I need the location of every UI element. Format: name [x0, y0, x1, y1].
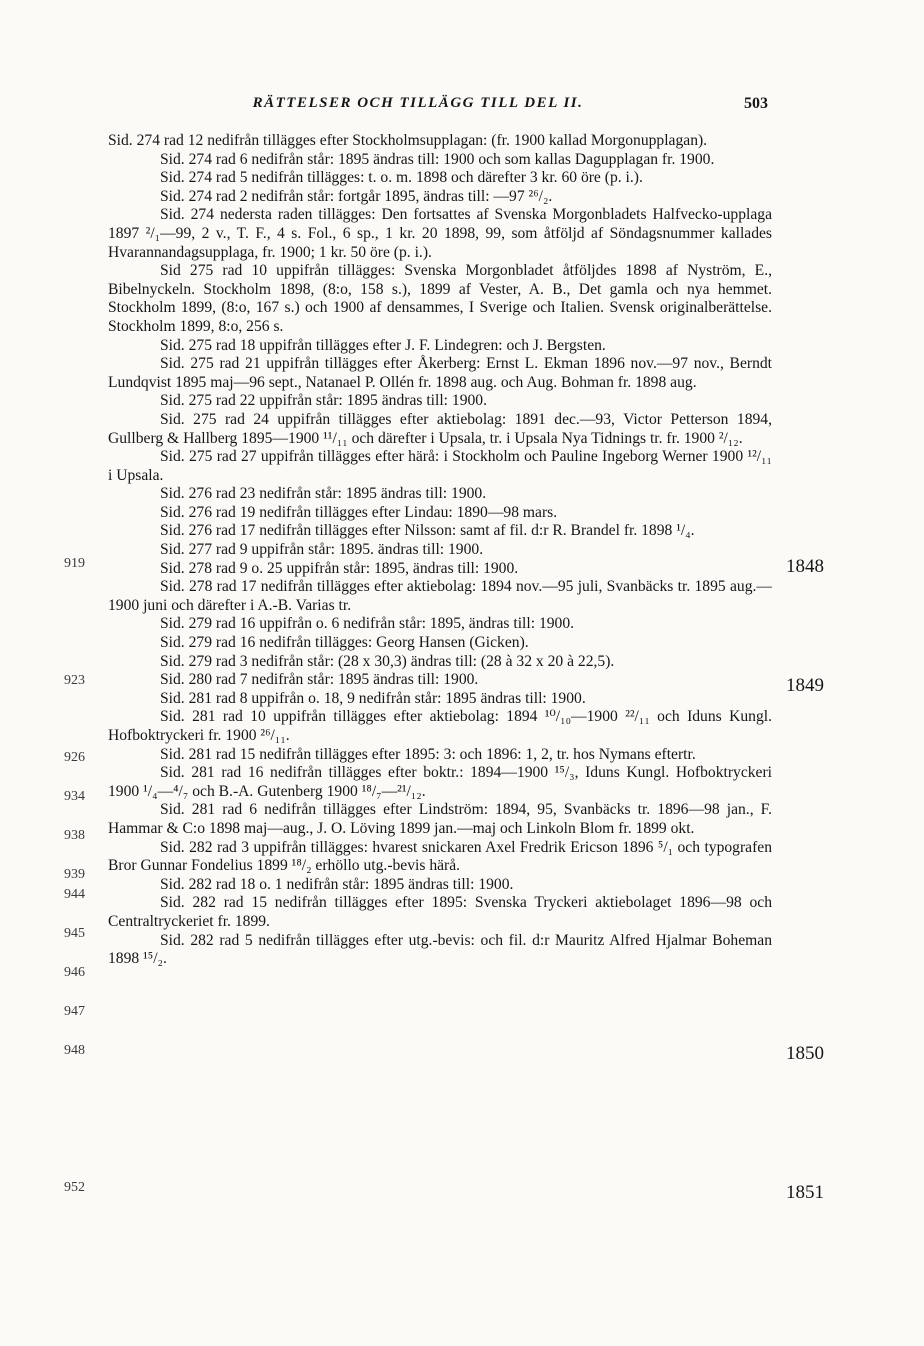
paragraph: Sid. 275 rad 27 uppifrån tillägges efter härå: i Stockholm och Pauline Ingeborg Werner 1900 ¹²/₁₁ i Upsala.: [108, 448, 772, 484]
paragraph: Sid. 282 rad 3 uppifrån tillägges: hvarest snickaren Axel Fredrik Ericson 1896 ⁵/₁ och typografen Bror Gunnar Fondelius 1899 ¹⁸/₂ erhöllo utg.-bevis härå.: [108, 838, 772, 875]
paragraph: Sid. 277 rad 9 uppifrån står: 1895. ändras till: 1900.: [160, 541, 484, 559]
margin-number-left: 947: [64, 1004, 85, 1019]
paragraph: Sid. 274 rad 6 nedifrån står: 1895 ändras till: 1900 och som kallas Dagupplagan fr. 1900.: [160, 150, 715, 168]
paragraph: Sid. 282 rad 18 o. 1 nedifrån står: 1895 ändras till: 1900.: [160, 875, 514, 893]
paragraph: Sid. 281 rad 8 uppifrån o. 18, 9 nedifrån står: 1895 ändras till: 1900.: [160, 689, 586, 707]
margin-number-left: 946: [64, 965, 85, 980]
margin-number-left: 939: [64, 867, 85, 882]
margin-number-right: 1849: [786, 675, 824, 696]
paragraph: Sid. 274 rad 12 nedifrån tillägges efter Stockholmsupplagan: (fr. 1900 kallad Morgonupplagan).: [108, 132, 708, 149]
paragraph: Sid. 279 rad 3 nedifrån står: (28 x 30,3) ändras till: (28 à 32 x 20 à 22,5).: [160, 652, 615, 670]
paragraph: Sid. 281 rad 6 nedifrån tillägges efter Lindström: 1894, 95, Svanbäcks tr. 1896—98 jan., F. Hammar & C:o 1898 maj—aug., J. O. Löving 1899 jan.—maj och Linkoln Blom fr. 1899 okt.: [108, 801, 772, 837]
margin-number-left: 944: [64, 887, 85, 902]
paragraph: Sid. 275 rad 21 uppifrån tillägges efter Åkerberg: Ernst L. Ekman 1896 nov.—97 nov., Berndt Lundqvist 1895 maj—96 sept., Natanael P. Ollén fr. 1898 aug. och Aug. Bohman fr. 1898 aug.: [108, 355, 772, 391]
paragraph: Sid. 280 rad 7 nedifrån står: 1895 ändras till: 1900.: [160, 671, 479, 689]
paragraph: Sid. 281 rad 16 nedifrån tillägges efter boktr.: 1894—1900 ¹⁵/₃, Iduns Kungl. Hofboktryckeri 1900 ¹/₄—⁴/₇ och B.-A. Gutenberg 1900 ¹⁸/₇—²¹/₁₂.: [108, 764, 772, 800]
paragraph: Sid 275 rad 10 uppifrån tillägges: Svenska Morgonbladet åtföljdes 1898 af Nyström, E., Bibelnyckeln. Stockholm 1898, (8:o, 158 s.), 1899 af Vester, A. B., Det gamla och nya hemmet. Stockholm 1899, (8:o, 167 s.) och 1900 af densammes, I Sverige och Italien. Svensk originalberättelse. Stockholm 1899, 8:o, 256 s.: [108, 262, 772, 335]
paragraph: Sid. 279 rad 16 uppifrån o. 6 nedifrån står: 1895, ändras till: 1900.: [160, 615, 575, 633]
margin-number-left: 952: [64, 1180, 85, 1195]
paragraph: Sid. 274 rad 5 nedifrån tillägges: t. o. m. 1898 och därefter 3 kr. 60 öre (p. i.).: [160, 169, 643, 187]
margin-number-right: 1850: [786, 1043, 824, 1064]
paragraph: Sid. 282 rad 5 nedifrån tillägges efter utg.-bevis: och fil. d:r Mauritz Alfred Hjalmar Boheman 1898 ¹⁵/₂.: [108, 931, 772, 968]
paragraph: Sid. 282 rad 15 nedifrån tillägges efter 1895: Svenska Tryckeri aktiebolaget 1896—98 och Centraltryckeriet fr. 1899.: [108, 894, 772, 930]
paragraph: Sid. 274 rad 2 nedifrån står: fortgår 1895, ändras till: —97 ²⁶/₂.: [160, 187, 553, 205]
page-header: [108, 95, 768, 119]
margin-number-left: 923: [64, 673, 85, 688]
paragraph: Sid. 281 rad 10 uppifrån tillägges efter aktiebolag: 1894 ¹⁰/₁₀—1900 ²²/₁₁ och Iduns Kungl. Hofboktryckeri fr. 1900 ²⁶/₁₁.: [108, 708, 772, 744]
paragraph: Sid. 276 rad 19 nedifrån tillägges efter Lindau: 1890—98 mars.: [160, 503, 558, 521]
paragraph: Sid. 279 rad 16 nedifrån tillägges: Georg Hansen (Gicken).: [160, 634, 529, 652]
margin-number-left: 934: [64, 789, 85, 804]
paragraph: Sid. 275 rad 22 uppifrån står: 1895 ändras till: 1900.: [160, 392, 487, 410]
page-number: 503: [744, 95, 768, 112]
paragraph: Sid. 276 rad 17 nedifrån tillägges efter Nilsson: samt af fil. d:r R. Brandel fr. 1898 ¹/₄.: [160, 522, 695, 540]
paragraph: Sid. 275 rad 24 uppifrån tillägges efter aktiebolag: 1891 dec.—93, Victor Petterson 1894, Gullberg & Hallberg 1895—1900 ¹¹/₁₁ och därefter i Upsala, tr. i Upsala Nya Tidnings tr. fr. 1900 ²/₁₂.: [108, 410, 772, 447]
margin-number-right: 1848: [786, 556, 824, 577]
margin-number-left: 919: [64, 556, 85, 571]
paragraph: Sid. 276 rad 23 nedifrån står: 1895 ändras till: 1900.: [160, 485, 487, 503]
running-title: RÄTTELSER OCH TILLÄGG TILL DEL II.: [252, 95, 584, 111]
paragraph: Sid. 281 rad 15 nedifrån tillägges efter 1895: 3: och 1896: 1, 2, tr. hos Nymans eftertr.: [160, 745, 696, 763]
paragraph: Sid. 275 rad 18 uppifrån tillägges efter J. F. Lindegren: och J. Bergsten.: [160, 336, 606, 354]
paragraph: Sid. 278 rad 9 o. 25 uppifrån står: 1895, ändras till: 1900.: [160, 559, 519, 577]
margin-number-left: 945: [64, 926, 85, 941]
margin-number-left: 948: [64, 1043, 85, 1058]
margin-number-left: 926: [64, 750, 85, 765]
paragraph: Sid. 278 rad 17 nedifrån tillägges efter aktiebolag: 1894 nov.—95 juli, Svanbäcks tr. 1895 aug.—1900 juni och därefter i A.-B. Varias tr.: [108, 578, 772, 614]
body-text: [108, 132, 772, 969]
paragraph: Sid. 274 nedersta raden tillägges: Den fortsattes af Svenska Morgonbladets Halfvecko-upplaga 1897 ²/₁—99, 2 v., T. F., 4 s. Fol., 6 sp., 1 kr. 20 1898, 99, som åtföljd af Söndagsnummer kallades Hvarannandagsupplaga, fr. 1900; 1 kr. 50 öre (p. i.).: [108, 206, 772, 261]
margin-number-right: 1851: [786, 1182, 824, 1203]
margin-number-left: 938: [64, 828, 85, 843]
